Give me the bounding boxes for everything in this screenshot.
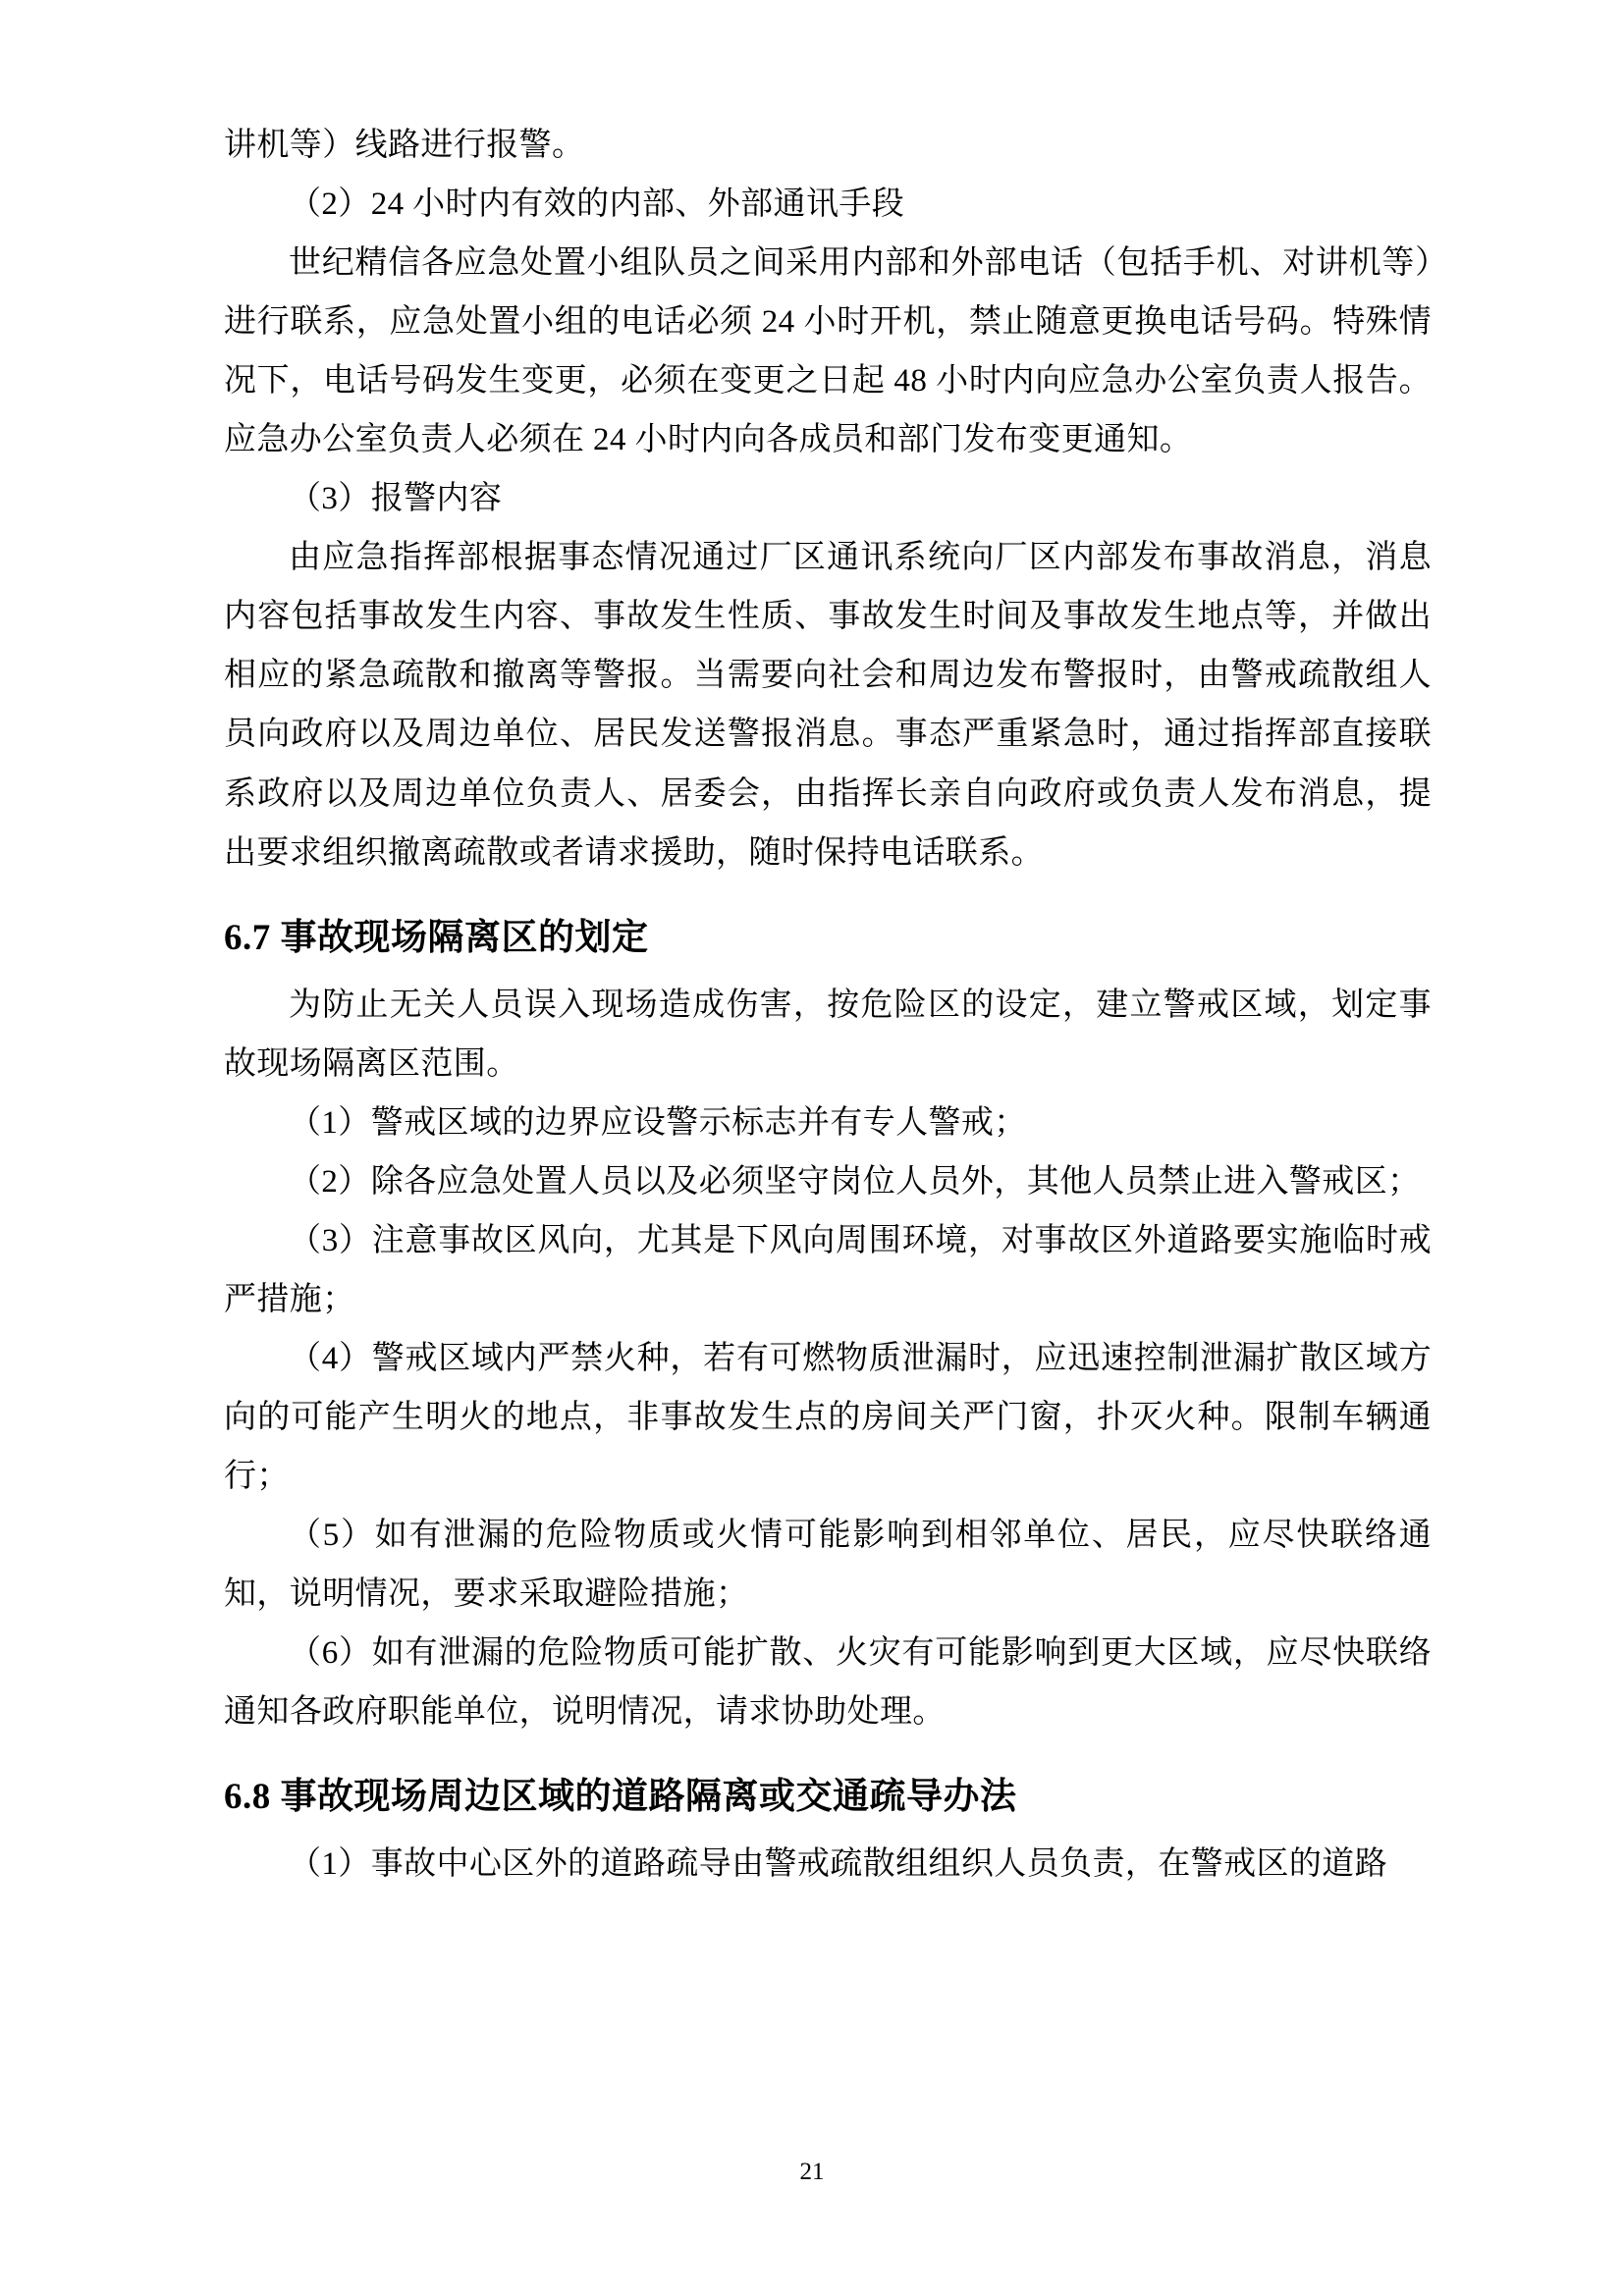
paragraph-s67-item2: （2）除各应急处置人员以及必须坚守岗位人员外，其他人员禁止进入警戒区； xyxy=(289,1163,1421,1200)
paragraph-line-continuation: 讲机等）线路进行报警。 xyxy=(224,128,585,163)
paragraph-item-3-title: （3）报警内容 xyxy=(289,481,503,517)
paragraph-s67-intro: 为防止无关人员误入现场造成伤害，按危险区的设定，建立警戒区域，划定事故现场隔离区范围。 xyxy=(224,987,1432,1082)
paragraph-item-3-body: 由应急指挥部根据事态情况通过厂区通讯系统向厂区内部发布事故消息，消息内容包括事故发生内容、事故发生性质、事故发生时间及事故发生地点等，并做出相应的紧急疏散和撤离等警报。当需要向社会和周边发布警报时，由警戒疏散组人员向政府以及周边单位、居民发送警报消息。事态严重紧急时，通过指挥部直接联系政府以及周边单位负责人、居委会，由指挥长亲自向政府或负责人发布消息，提出要求组织撤离疏散或者请求援助，随时保持电话联系。 xyxy=(224,540,1432,871)
heading-6-7 xyxy=(224,908,1432,970)
paragraph-s67-item5: （5）如有泄漏的危险物质或火情可能影响到相邻单位、居民，应尽快联络通知，说明情况，要求采取避险措施； xyxy=(224,1517,1432,1612)
paragraph-s67-item4: （4）警戒区域内严禁火种，若有可燃物质泄漏时，应迅速控制泄漏扩散区域方向的可能产生明火的地点，非事故发生点的房间关严门窗，扑灭火种。限制车辆通行； xyxy=(224,1340,1432,1494)
heading-6-7-title: 事故现场隔离区的划定 xyxy=(280,917,649,958)
page-number: 21 xyxy=(799,2159,825,2185)
paragraph-item-2-body: 世纪精信各应急处置小组队员之间采用内部和外部电话（包括手机、对讲机等）进行联系，应急处置小组的电话必须 24 小时开机，禁止随意更换电话号码。特殊情况下，电话号码发生变更，必须在变更之日起 48 小时内向应急办公室负责人报告。应急办公室负责人必须在 24 小时内向各成员和部门发布变更通知。 xyxy=(224,245,1432,458)
paragraph-s67-item1: （1）警戒区域的边界应设警示标志并有专人警戒； xyxy=(289,1104,1027,1141)
paragraph-s67-item6: （6）如有泄漏的危险物质可能扩散、火灾有可能影响到更大区域，应尽快联络通知各政府职能单位，说明情况，请求协助处理。 xyxy=(224,1635,1432,1731)
paragraph-s68-item1: （1）事故中心区外的道路疏导由警戒疏散组组织人员负责，在警戒区的道路 xyxy=(289,1846,1388,1882)
page-content xyxy=(224,116,1432,1894)
paragraph-item-2-title: （2）24 小时内有效的内部、外部通讯手段 xyxy=(289,187,905,223)
paragraph-s67-item3: （3）注意事故区风向，尤其是下风向周围环境，对事故区外道路要实施临时戒严措施； xyxy=(224,1222,1432,1317)
heading-6-7-number: 6.7 xyxy=(224,917,271,958)
heading-6-8-number: 6.8 xyxy=(224,1777,271,1818)
heading-6-8-title: 事故现场周边区域的道路隔离或交通疏导办法 xyxy=(280,1777,1017,1818)
heading-6-8 xyxy=(224,1767,1432,1829)
